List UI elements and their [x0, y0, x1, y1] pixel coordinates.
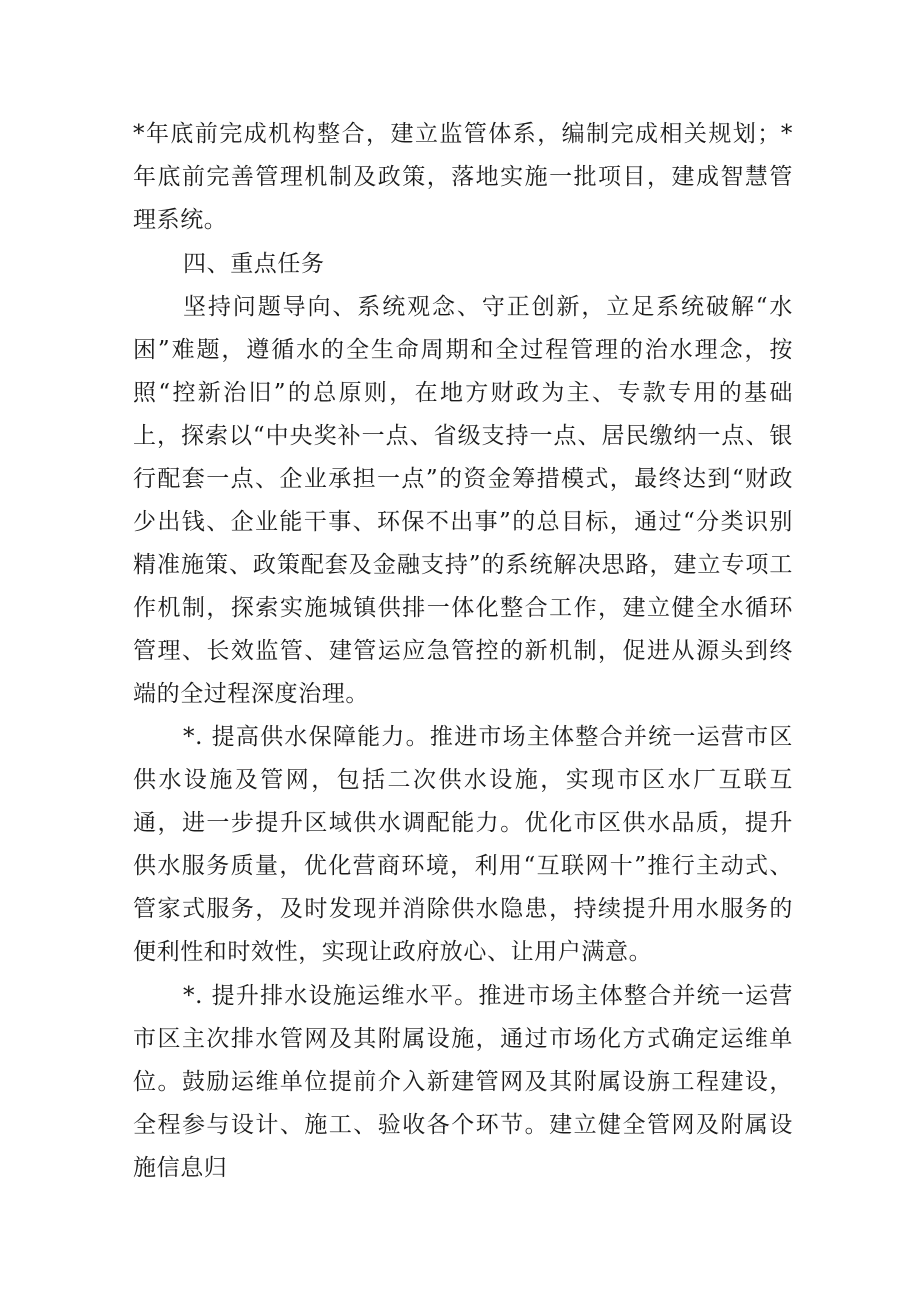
section-heading: 四、重点任务	[183, 251, 325, 277]
paragraph-water-supply: *. 提高供水保障能力。推进市场主体整合并统一运营市区供水设施及管网，包括二次供水设施，实现市区水厂互联互通，进一步提升区域供水调配能力。优化市区供水品质，提升供水服务质量，优化营商环境，利用“互联网十”推行主动式、管家式服务，及时发现并消除供水隐患，持续提升用水服务的便利性和时效性，实现让政府放心、让用户满意。	[133, 724, 793, 965]
paragraph-drainage: *. 提升排水设施运维水平。推进市场主体整合并统一运营市区主次排水管网及其附属设施，通过市场化方式确定运维单位。鼓励运维单位提前介入新建管网及其附属设旃工程建设，全程参与设计、施工、验收各个环节。建立健全管网及附属设施信息归	[133, 983, 793, 1181]
paragraph-targets: *年底前完成机构整合，建立监管体系，编制完成相关规划；*年底前完善管理机制及政策，落地实施一批项目，建成智慧管理系统。	[133, 121, 793, 233]
paragraph-overview: 坚持问题导向、系统观念、守正创新，立足系统破解“水困”难题，遵循水的全生命周期和全过程管理的治水理念，按照“控新治旧”的总原则，在地方财政为主、专款专用的基础上，探索以“中央奖补一点、省级支持一点、居民缴纳一点、银行配套一点、企业承担一点”的资金筹措模式，最终达到“财政少出钱、企业能干事、环保不出事”的总目标，通过“分类识别精准施策、政策配套及金融支持”的系统解决思路，建立专项工作机制，探索实施城镇供排一体化整合工作，建立健全水循环管理、长效监管、建管运应急管控的新机制，促进从源头到终端的全过程深度治理。	[133, 294, 793, 707]
